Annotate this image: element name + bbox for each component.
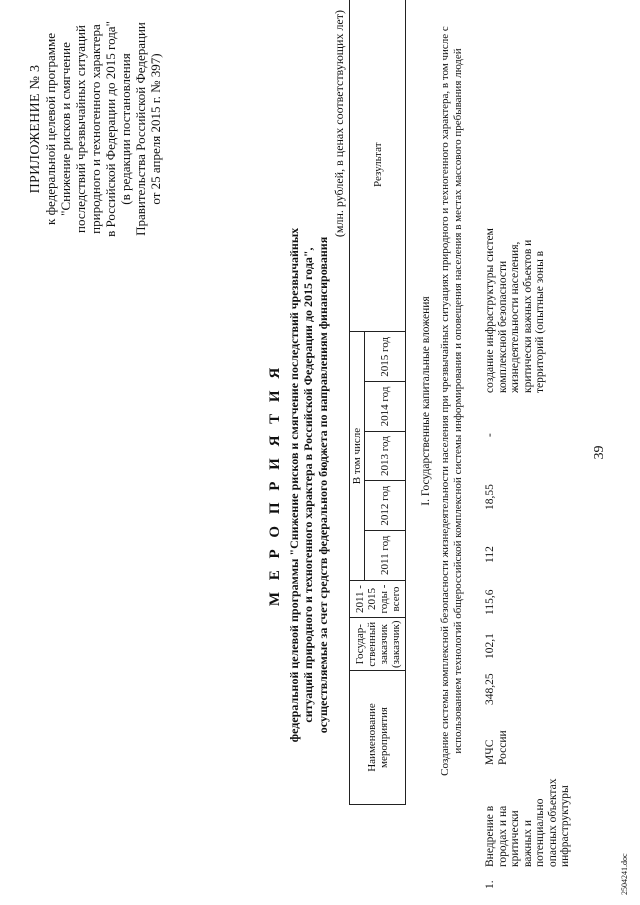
document-code: 2504241.doc — [620, 853, 629, 895]
appendix-line: последствий чрезвычайных ситуаций — [73, 25, 88, 233]
row-value: 115,6 — [484, 589, 496, 615]
row-number: 1. — [484, 880, 496, 889]
row-value: 18,55 — [484, 484, 496, 510]
row-value: 102,1 — [484, 633, 496, 659]
header-customer: Государ-ственный заказчик (заказчик) — [350, 618, 406, 671]
page-number: 39 — [592, 445, 607, 460]
units-note: (млн. рублей, в ценах соответствующих лет) — [332, 10, 346, 238]
header-year: 2013 год — [365, 431, 406, 481]
row-value: 112 — [484, 546, 496, 563]
appendix-block — [28, 0, 163, 259]
header-year: 2011 год — [365, 530, 406, 580]
heading-line: ситуаций природного и техногенного характера в Российской Федерации до 2015 года", — [301, 247, 315, 723]
row-result: создание инфраструктуры систем комплексной безопасности жизнедеятельности населения, критически важных объектов и территорий (опытные зоны в — [484, 228, 546, 393]
row-name: Внедрение в городах и на критически важных и потенциально опасных объектах инфраструктуры — [484, 778, 571, 867]
header-including: В том числе — [350, 332, 365, 580]
header-year: 2012 год — [365, 481, 406, 531]
appendix-line: от 25 апреля 2015 г. № 397) — [148, 53, 163, 205]
appendix-line: (в редакции постановления — [118, 53, 133, 205]
header-total: 2011 - 2015 годы - всего — [350, 580, 406, 618]
row-customer: МЧС России — [484, 730, 509, 765]
appendix-line: к федеральной целевой программе — [43, 33, 58, 225]
heading-line: осуществляемые за счет средств федерального бюджета по направлениям финансирования — [315, 236, 330, 734]
section-title: I. Государственные капитальные вложения — [420, 296, 432, 506]
appendix-line: Правительства Российской Федерации — [133, 22, 148, 236]
row-value: - — [484, 433, 496, 437]
heading-title: М Е Р О П Р И Я Т И Я — [267, 363, 283, 607]
appendix-line: природного и техногенного характера — [88, 24, 103, 234]
appendix-line: в Российской Федерации до 2015 года" — [103, 21, 118, 237]
header-year: 2015 год — [365, 332, 406, 382]
table-row — [484, 0, 576, 905]
appendix-title: ПРИЛОЖЕНИЕ № 3 — [28, 64, 43, 194]
section-description: Создание системы комплексной безопасности жизнедеятельности населения при чрезвычайных ситуациях природного и техногенного характера, в том числе с использованием технологий общероссийской комплексной системы информирования и оповещения населения в местах массового пребывания людей — [439, 26, 464, 776]
funding-table — [349, 0, 406, 805]
header-name: Наименование мероприятия — [350, 670, 406, 804]
row-total: 348,25 — [484, 673, 496, 705]
header-year: 2014 год — [365, 382, 406, 432]
document-heading — [268, 165, 330, 805]
appendix-line: "Снижение рисков и смягчение — [58, 42, 73, 216]
heading-line: федеральной целевой программы "Снижение рисков и смягчение последствий чрезвычайных — [286, 227, 301, 743]
header-result: Результат — [350, 0, 406, 332]
